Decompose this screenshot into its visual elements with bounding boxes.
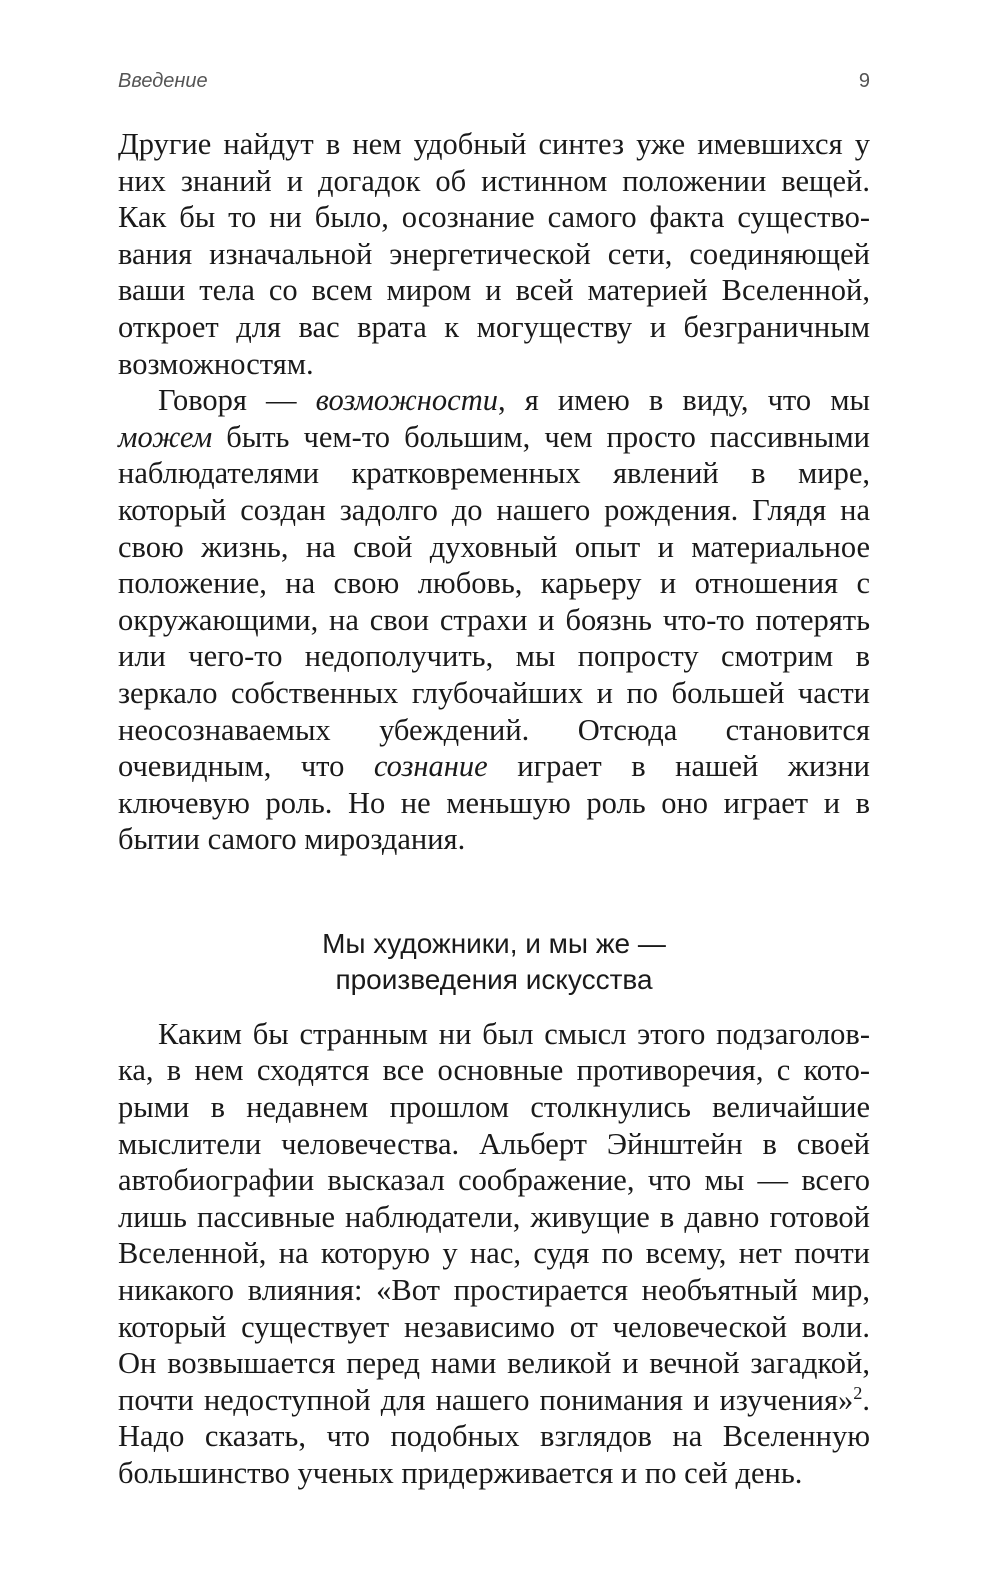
page-number: 9 (858, 70, 870, 92)
running-head (118, 70, 870, 102)
paragraph-2-text-2: , я имею в виду, что мы (498, 383, 870, 418)
book-page (118, 70, 870, 1492)
paragraph-2-text-4: играет в нашей жизни ключевую роль. Но не меньшую роль оно играет и в бытии самого мироздания. (118, 749, 870, 857)
footnote-ref[interactable]: 2 (853, 1382, 863, 1403)
section-heading-line-1: Мы художники, и мы же — (322, 927, 666, 959)
body-text (118, 126, 870, 858)
paragraph-2 (118, 382, 870, 858)
section-heading-line-2: произведения искусства (335, 963, 653, 995)
paragraph-3-text-2: . Надо сказать, что подобных взглядов на Вселенную большинство ученых придерживается и по сей день. (118, 1382, 870, 1490)
emphasis-can: можем (118, 419, 213, 454)
paragraph-3-text-1: Каким бы странным ни был смысл этого подзаголовка, в нем сходятся все основные противоречия, с которыми в недавнем прошлом столкнулись величайшие мыслители человечества. Альберт Эйнштейн в своей автобиографии высказал соображение, что мы — всего лишь пассивные наблюдатели, живущие в давно готовой Вселенной, на которую у нас, судя по всему, нет почти никакого влияния: «Вот простирается необъятный мир, который существует независимо от человеческой воли. Он возвышается перед нами великой и вечной загадкой, почти недоступной для нашего понимания и изучения» (118, 1016, 870, 1417)
emphasis-consciousness: сознание (373, 749, 488, 784)
chapter-title: Введение (118, 70, 208, 92)
paragraph-2-text-1: Говоря — (158, 383, 316, 418)
paragraph-1: Другие найдут в нем удобный синтез уже имевшихся у них знаний и догадок об истинном положении вещей. Как бы то ни было, осознание самого факта существования изначальной энергетической сети, соединяющей ваши тела со всем миром и всей материей Вселенной, откроет для вас врата к могуществу и безграничным возможностям. (118, 127, 870, 381)
emphasis-possibilities: возможности (315, 383, 498, 418)
paragraph-2-text-3: быть чем-то большим, чем просто пассивными наблюдателями кратковременных явлений в мире, который создан задолго до нашего рождения. Глядя на свою жизнь, на свой духовный опыт и материальное положение, на свою любовь, карьеру и отношения с окружающими, на свои страхи и боязнь что-то потерять или чего-то недополучить, мы попросту смотрим в зеркало собственных глубочайших и по большей части неосознаваемых убеждений. Отсюда становится очевидным, что (118, 419, 870, 784)
body-text-section (118, 1016, 870, 1492)
section-heading (118, 926, 870, 998)
paragraph-3 (118, 1016, 870, 1492)
